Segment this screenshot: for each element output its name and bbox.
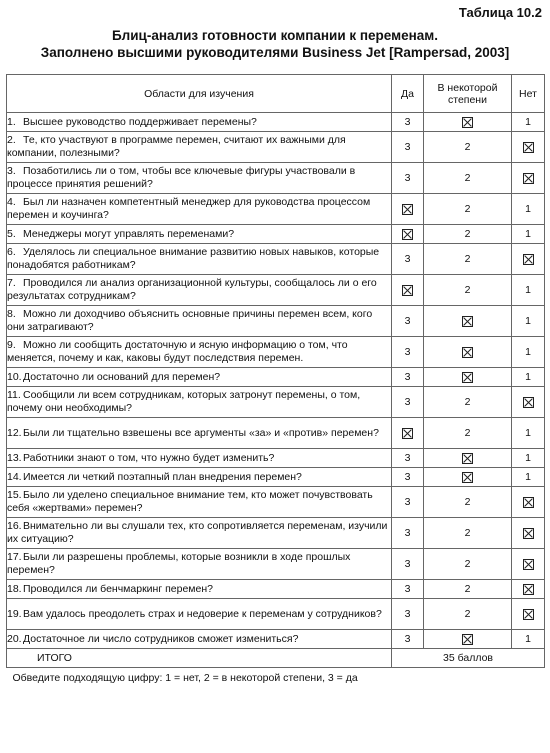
table-row — [7, 163, 545, 194]
table-row — [7, 368, 545, 387]
score-cell-partial[interactable] — [424, 244, 512, 275]
score-value: 3 — [404, 172, 411, 184]
score-value: 1 — [525, 471, 531, 483]
score-cell-partial-selected[interactable] — [424, 449, 512, 468]
question-text: Те, кто участвуют в программе перемен, считают их важными для компании, полезными? — [7, 134, 346, 159]
score-value: 3 — [404, 496, 411, 508]
score-cell-yes[interactable] — [392, 113, 424, 132]
checked-box-icon — [523, 254, 534, 265]
question-cell — [7, 449, 392, 468]
question-cell — [7, 580, 392, 599]
score-cell-partial[interactable] — [424, 225, 512, 244]
score-value: 1 — [525, 284, 531, 296]
question-cell — [7, 225, 392, 244]
score-value: 3 — [404, 558, 411, 570]
score-cell-no-selected[interactable] — [512, 599, 545, 630]
score-cell-partial[interactable] — [424, 387, 512, 418]
score-cell-no-selected[interactable] — [512, 518, 545, 549]
table-row — [7, 194, 545, 225]
checked-box-icon — [523, 397, 534, 408]
question-text: Можно ли сообщить достаточную и ясную информацию о том, что меняется, почему и как, каковы будут последствия перемен. — [7, 339, 348, 364]
score-cell-no-selected[interactable] — [512, 387, 545, 418]
question-text: Сообщили ли всем сотрудникам, которых затронут перемены, о том, почему они необходимы? — [7, 389, 361, 414]
readiness-table — [6, 74, 545, 688]
score-cell-no-selected[interactable] — [512, 580, 545, 599]
score-cell-yes[interactable] — [392, 306, 424, 337]
question-number: 8. — [7, 308, 16, 320]
score-cell-yes[interactable] — [392, 132, 424, 163]
note-row — [7, 668, 545, 689]
score-value: 2 — [464, 172, 471, 184]
score-value: 3 — [404, 396, 411, 408]
header-area: Области для изучения — [7, 75, 392, 113]
question-cell — [7, 368, 392, 387]
question-number: 1. — [7, 115, 16, 128]
score-cell-partial-selected[interactable] — [424, 468, 512, 487]
score-cell-yes[interactable] — [392, 599, 424, 630]
score-cell-no[interactable] — [512, 630, 545, 649]
score-value: 3 — [404, 346, 411, 358]
checked-box-icon — [523, 609, 534, 620]
score-cell-yes-selected[interactable] — [392, 418, 424, 449]
score-value: 2 — [464, 527, 471, 539]
table-number: Таблица 10.2 — [458, 5, 542, 20]
checked-box-icon — [462, 117, 473, 128]
title-line-2: Заполнено высшими руководителями Business Jet [Rampersad, 2003] — [40, 45, 510, 60]
question-text: Высшее руководство поддерживает перемены? — [23, 115, 257, 128]
checked-box-icon — [402, 428, 413, 439]
question-number: 5. — [7, 227, 16, 240]
table-row — [7, 599, 545, 630]
question-number: 16. — [7, 520, 22, 532]
table-row — [7, 337, 545, 368]
question-number: 2. — [7, 134, 16, 146]
table-row — [7, 306, 545, 337]
score-value: 2 — [464, 608, 471, 620]
question-text: Вам удалось преодолеть страх и недоверие к переменам у сотрудников? — [23, 607, 382, 620]
question-number: 7. — [7, 277, 16, 289]
score-cell-partial-selected[interactable] — [424, 368, 512, 387]
table-row — [7, 468, 545, 487]
table-row — [7, 113, 545, 132]
score-value: 3 — [404, 253, 411, 265]
header-partial — [424, 75, 512, 113]
header-no: Нет — [512, 75, 545, 113]
checked-box-icon — [523, 173, 534, 184]
header-partial-line-1: В некоторой — [437, 81, 498, 94]
score-value: 1 — [525, 203, 531, 215]
score-cell-no[interactable] — [512, 306, 545, 337]
score-cell-partial[interactable] — [424, 418, 512, 449]
checked-box-icon — [462, 453, 473, 464]
question-text: Было ли уделено специальное внимание тем, кто может почувствовать себя «жертвами» перемен? — [7, 489, 373, 514]
score-cell-yes-selected[interactable] — [392, 275, 424, 306]
score-cell-partial[interactable] — [424, 194, 512, 225]
question-text: Внимательно ли вы слушали тех, кто сопротивляется переменам, изучили их ситуацию? — [7, 520, 388, 545]
score-value: 3 — [404, 633, 411, 645]
question-cell — [7, 132, 392, 163]
score-cell-yes[interactable] — [392, 368, 424, 387]
checked-box-icon — [402, 204, 413, 215]
question-text: Работники знают о том, что нужно будет изменить? — [23, 451, 275, 464]
table-row — [7, 630, 545, 649]
score-cell-partial[interactable] — [424, 132, 512, 163]
question-number: 17. — [7, 551, 22, 563]
score-value: 3 — [404, 583, 411, 595]
score-cell-partial[interactable] — [424, 487, 512, 518]
score-cell-partial[interactable] — [424, 599, 512, 630]
table-row — [7, 580, 545, 599]
score-cell-partial-selected[interactable] — [424, 113, 512, 132]
checked-box-icon — [402, 285, 413, 296]
table-row — [7, 418, 545, 449]
score-value: 3 — [404, 141, 411, 153]
question-number: 20. — [7, 632, 22, 645]
table-row — [7, 132, 545, 163]
score-value: 3 — [404, 315, 411, 327]
score-cell-partial[interactable] — [424, 518, 512, 549]
score-cell-yes-selected[interactable] — [392, 194, 424, 225]
score-value: 2 — [464, 427, 471, 439]
question-cell — [7, 487, 392, 518]
score-cell-yes[interactable] — [392, 449, 424, 468]
question-text: Достаточное ли число сотрудников сможет измениться? — [23, 632, 299, 645]
score-cell-yes[interactable] — [392, 163, 424, 194]
question-number: 10. — [7, 370, 22, 383]
score-value: 1 — [525, 116, 531, 128]
footnote: Обведите подходящую цифру: 1 = нет, 2 = в некоторой степени, 3 = да — [7, 668, 545, 689]
question-cell — [7, 630, 392, 649]
score-cell-partial-selected[interactable] — [424, 630, 512, 649]
question-cell — [7, 549, 392, 580]
score-cell-no-selected[interactable] — [512, 549, 545, 580]
score-value: 2 — [464, 253, 471, 265]
score-value: 3 — [404, 452, 411, 464]
question-cell — [7, 418, 392, 449]
score-value: 2 — [464, 583, 471, 595]
score-value: 1 — [525, 228, 531, 240]
table-row — [7, 487, 545, 518]
checked-box-icon — [462, 316, 473, 327]
score-value: 3 — [404, 608, 411, 620]
question-text: Достаточно ли оснований для перемен? — [23, 370, 221, 383]
question-cell — [7, 306, 392, 337]
question-number: 15. — [7, 489, 22, 501]
score-value: 1 — [525, 452, 531, 464]
score-cell-yes[interactable] — [392, 468, 424, 487]
score-value: 3 — [404, 371, 411, 383]
score-cell-no[interactable] — [512, 194, 545, 225]
question-number: 18. — [7, 582, 22, 595]
question-cell — [7, 599, 392, 630]
table-row — [7, 275, 545, 306]
question-number: 3. — [7, 165, 16, 177]
score-cell-no[interactable] — [512, 368, 545, 387]
score-cell-yes-selected[interactable] — [392, 225, 424, 244]
question-number: 13. — [7, 451, 22, 464]
question-number: 12. — [7, 426, 22, 439]
question-text: Проводился ли анализ организационной культуры, сообщалось ли о его результатах сотрудникам? — [7, 277, 377, 302]
score-value: 1 — [525, 346, 531, 358]
score-cell-no[interactable] — [512, 337, 545, 368]
question-text: Уделялось ли специальное внимание развитию новых навыков, которые понадобятся работникам? — [7, 246, 380, 271]
score-value: 1 — [525, 633, 531, 645]
score-cell-partial[interactable] — [424, 549, 512, 580]
score-value: 2 — [464, 203, 471, 215]
checked-box-icon — [523, 584, 534, 595]
score-cell-no[interactable] — [512, 449, 545, 468]
score-cell-yes[interactable] — [392, 630, 424, 649]
score-cell-no-selected[interactable] — [512, 244, 545, 275]
question-rows — [7, 113, 545, 649]
score-cell-yes[interactable] — [392, 337, 424, 368]
question-cell — [7, 163, 392, 194]
score-value: 3 — [404, 471, 411, 483]
checked-box-icon — [523, 497, 534, 508]
score-cell-no-selected[interactable] — [512, 163, 545, 194]
question-text: Проводился ли бенчмаркинг перемен? — [23, 582, 213, 595]
total-label: ИТОГО — [7, 649, 392, 668]
score-cell-yes[interactable] — [392, 549, 424, 580]
score-value: 1 — [525, 315, 531, 327]
score-cell-partial[interactable] — [424, 163, 512, 194]
question-cell — [7, 244, 392, 275]
score-cell-partial[interactable] — [424, 580, 512, 599]
question-text: Менеджеры могут управлять переменами? — [23, 227, 235, 240]
table-row — [7, 387, 545, 418]
question-cell — [7, 337, 392, 368]
question-cell — [7, 194, 392, 225]
score-cell-no-selected[interactable] — [512, 487, 545, 518]
question-text: Был ли назначен компетентный менеджер для руководства процессом перемен и коучинга? — [7, 196, 371, 221]
score-value: 2 — [464, 284, 471, 296]
score-cell-no[interactable] — [512, 275, 545, 306]
question-cell — [7, 387, 392, 418]
checked-box-icon — [523, 559, 534, 570]
score-cell-yes[interactable] — [392, 487, 424, 518]
question-number: 19. — [7, 607, 22, 620]
score-cell-yes[interactable] — [392, 244, 424, 275]
title-line-1: Блиц-анализ готовности компании к переменам. — [111, 28, 439, 43]
question-text: Позаботились ли о том, чтобы все ключевые фигуры участвовали в процессе принятия решений? — [7, 165, 356, 190]
question-cell — [7, 113, 392, 132]
score-cell-partial[interactable] — [424, 275, 512, 306]
score-cell-yes[interactable] — [392, 580, 424, 599]
score-cell-no-selected[interactable] — [512, 132, 545, 163]
score-cell-no[interactable] — [512, 225, 545, 244]
checked-box-icon — [523, 142, 534, 153]
score-value: 3 — [404, 116, 411, 128]
checked-box-icon — [402, 229, 413, 240]
question-text: Были ли разрешены проблемы, которые возникли в ходе прошлых перемен? — [7, 551, 351, 576]
checked-box-icon — [462, 347, 473, 358]
total-value: 35 баллов — [392, 649, 545, 668]
score-value: 2 — [464, 558, 471, 570]
score-cell-partial-selected[interactable] — [424, 306, 512, 337]
score-cell-no[interactable] — [512, 418, 545, 449]
checked-box-icon — [462, 634, 473, 645]
score-value: 2 — [464, 396, 471, 408]
question-text: Можно ли доходчиво объяснить основные причины перемен всем, кого они затрагивают? — [7, 308, 373, 333]
table-row — [7, 225, 545, 244]
total-row — [7, 649, 545, 668]
score-cell-yes[interactable] — [392, 387, 424, 418]
table-row — [7, 449, 545, 468]
question-number: 9. — [7, 339, 16, 351]
score-cell-no[interactable] — [512, 113, 545, 132]
table-row — [7, 549, 545, 580]
question-text: Имеется ли четкий поэтапный план внедрения перемен? — [23, 470, 302, 483]
score-value: 3 — [404, 527, 411, 539]
question-cell — [7, 275, 392, 306]
score-cell-no[interactable] — [512, 468, 545, 487]
checked-box-icon — [462, 472, 473, 483]
score-value: 1 — [525, 371, 531, 383]
table-row — [7, 518, 545, 549]
checked-box-icon — [462, 372, 473, 383]
question-number: 11. — [7, 389, 21, 401]
checked-box-icon — [523, 528, 534, 539]
score-value: 2 — [464, 496, 471, 508]
score-cell-partial-selected[interactable] — [424, 337, 512, 368]
table-row — [7, 244, 545, 275]
score-value: 2 — [464, 141, 471, 153]
question-number: 4. — [7, 196, 16, 208]
question-text: Были ли тщательно взвешены все аргументы «за» и «против» перемен? — [23, 426, 379, 439]
score-cell-yes[interactable] — [392, 518, 424, 549]
question-cell — [7, 468, 392, 487]
header-partial-line-2: степени — [448, 93, 487, 106]
header-yes: Да — [392, 75, 424, 113]
table-title — [0, 27, 550, 61]
question-number: 14. — [7, 470, 22, 483]
question-cell — [7, 518, 392, 549]
question-number: 6. — [7, 246, 16, 258]
score-value: 2 — [464, 228, 471, 240]
score-value: 1 — [525, 427, 531, 439]
